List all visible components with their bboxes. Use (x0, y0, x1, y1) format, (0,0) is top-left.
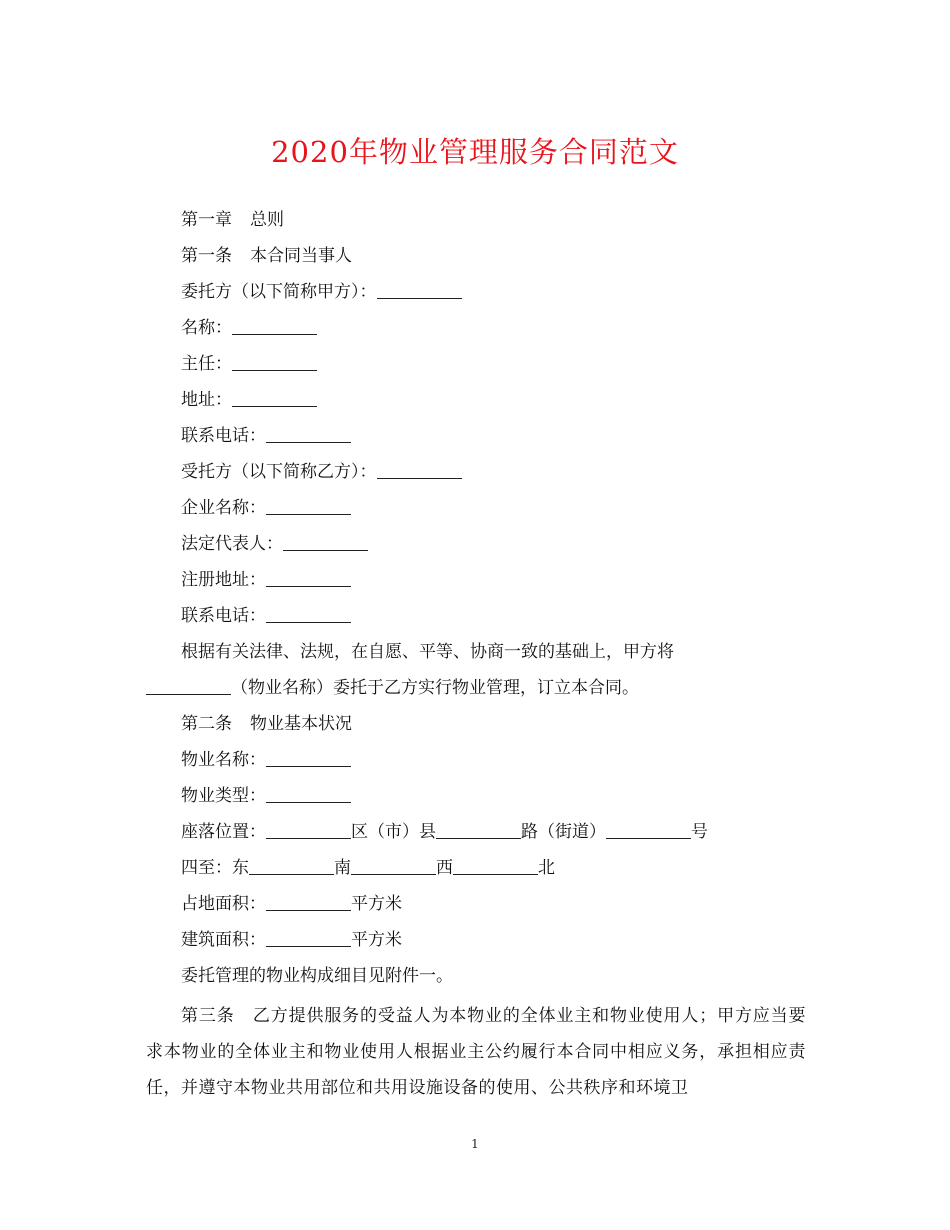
basis-line-2 (146, 674, 806, 710)
property-type-field (146, 782, 806, 818)
reg-address-field (146, 566, 806, 602)
phone-field-2 (146, 602, 806, 638)
fill-blank (377, 460, 462, 479)
chapter-name: 总则 (250, 210, 284, 230)
article-name: 本合同当事人 (250, 246, 352, 266)
article-1-heading (146, 242, 806, 278)
road-text: 路（街道） (521, 822, 606, 842)
fill-blank (377, 280, 462, 299)
name-field (146, 314, 806, 350)
article-label: 第三条 (181, 1006, 235, 1026)
location-field (146, 818, 806, 854)
fill-blank (266, 604, 351, 623)
article-2-heading (146, 710, 806, 746)
basis-line-1: 根据有关法律、法规，在自愿、平等、协商一致的基础上，甲方将 (181, 642, 674, 662)
director-field (146, 350, 806, 386)
field-label: 联系电话： (181, 606, 266, 626)
field-label: 企业名称： (181, 498, 266, 518)
fill-blank (266, 928, 351, 947)
client-field (146, 278, 806, 314)
article-3-paragraph (146, 998, 806, 1106)
field-label: 座落位置： (181, 822, 266, 842)
number-text: 号 (691, 822, 708, 842)
field-label: 占地面积： (181, 894, 266, 914)
unit-text: 平方米 (351, 894, 402, 914)
page-number: 1 (471, 1137, 479, 1151)
chapter-heading (146, 206, 806, 242)
fill-blank (146, 676, 231, 695)
boundaries-field (146, 854, 806, 890)
field-label: 联系电话： (181, 426, 266, 446)
field-label: 名称： (181, 318, 232, 338)
document-body (146, 206, 806, 1106)
fill-blank (266, 496, 351, 515)
basis-text: （物业名称）委托于乙方实行物业管理，订立本合同。 (231, 678, 639, 698)
field-label: 四至：东 (181, 858, 249, 878)
fill-blank (266, 892, 351, 911)
trustee-field (146, 458, 806, 494)
field-label: 物业名称： (181, 750, 266, 770)
land-area-field (146, 890, 806, 926)
fill-blank (606, 820, 691, 839)
build-area-field (146, 926, 806, 962)
fill-blank (453, 856, 538, 875)
document-title: 2020年物业管理服务合同范文 (271, 135, 679, 169)
fill-blank (266, 784, 351, 803)
phone-field-1 (146, 422, 806, 458)
appendix-note: 委托管理的物业构成细目见附件一。 (181, 966, 453, 986)
company-field (146, 494, 806, 530)
fill-blank (436, 820, 521, 839)
fill-blank (249, 856, 334, 875)
field-label: 法定代表人： (181, 534, 283, 554)
fill-blank (232, 316, 317, 335)
field-label: 注册地址： (181, 570, 266, 590)
field-label: 建筑面积： (181, 930, 266, 950)
fill-blank (266, 424, 351, 443)
article-label: 第一条 (181, 246, 232, 266)
address-field (146, 386, 806, 422)
unit-text: 平方米 (351, 930, 402, 950)
field-label: 地址： (181, 390, 232, 410)
article-label: 第二条 (181, 714, 232, 734)
legal-rep-field (146, 530, 806, 566)
article-text: 乙方提供服务的受益人为本物业的全体业主和物业使用人；甲方应当要求本物业的全体业主和物业使用人根据业主公约履行本合同中相应义务，承担相应责任，并遵守本物业共用部位和共用设施设备的使用、公共秩序和环境卫 (146, 1006, 807, 1098)
article-name: 物业基本状况 (250, 714, 352, 734)
fill-blank (283, 532, 368, 551)
field-label: 委托方（以下简称甲方）： (181, 282, 377, 302)
field-label: 主任： (181, 354, 232, 374)
field-label: 受托方（以下简称乙方）： (181, 462, 377, 482)
field-label: 物业类型： (181, 786, 266, 806)
fill-blank (351, 856, 436, 875)
west-text: 西 (436, 858, 453, 878)
north-text: 北 (538, 858, 555, 878)
fill-blank (232, 388, 317, 407)
chapter-label: 第一章 (181, 210, 232, 230)
south-text: 南 (334, 858, 351, 878)
district-text: 区（市）县 (351, 822, 436, 842)
fill-blank (266, 820, 351, 839)
fill-blank (266, 568, 351, 587)
fill-blank (266, 748, 351, 767)
property-name-field (146, 746, 806, 782)
fill-blank (232, 352, 317, 371)
